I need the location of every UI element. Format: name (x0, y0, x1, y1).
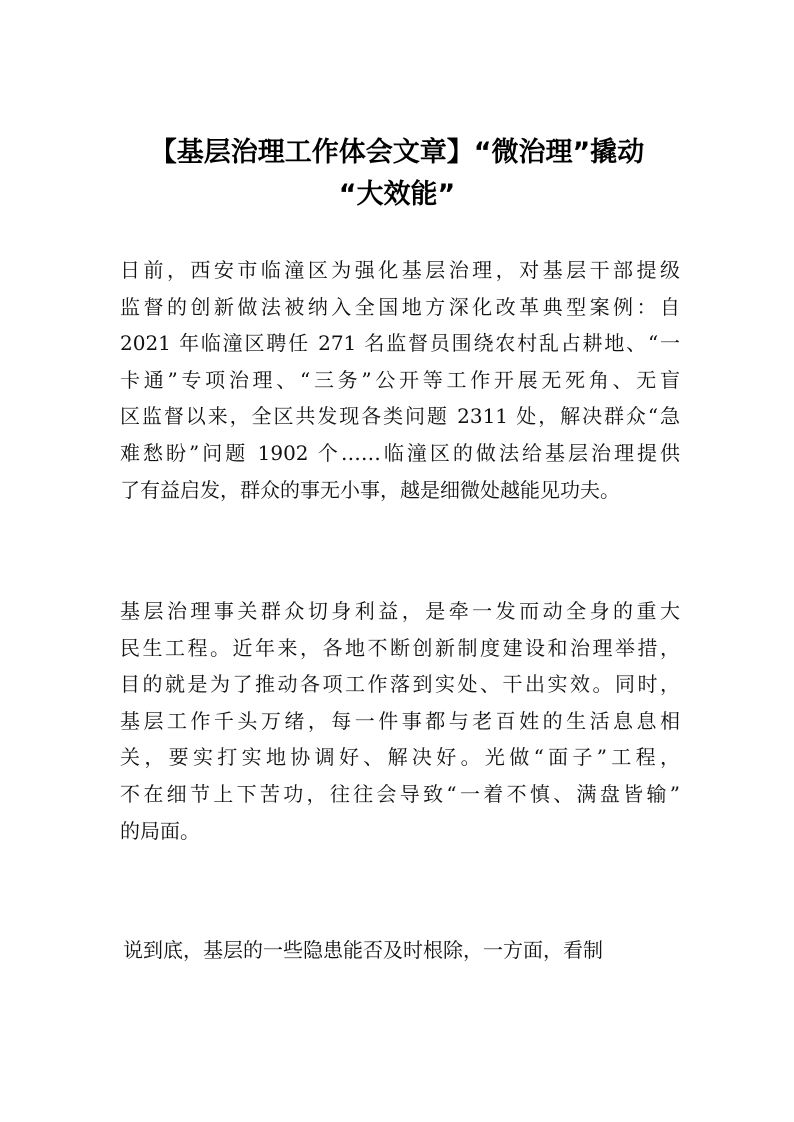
paragraph-line: 说到底，基层的一些隐患能否及时根除，一方面，看制 (123, 938, 603, 962)
paragraph-line: 关，要实打实地协调好、解决好。光做“面子”工程， (120, 745, 680, 770)
paragraph-line: 不在细节上下苦功，往往会导致“一着不慎、满盘皆输” (120, 781, 680, 806)
title-line-2: “大效能” (338, 179, 456, 210)
paragraph-line: 基层治理事关群众切身利益，是牵一发而动全身的重大 (120, 599, 680, 623)
paragraph-3 (123, 932, 683, 969)
paragraph-line: 2021 年临潼区聘任 271 名监督员围绕农村乱占耕地、“一 (120, 331, 680, 356)
paragraph-line: 目的就是为了推动各项工作落到实处、干出实效。同时， (120, 672, 680, 697)
paragraph-line: 的局面。 (120, 818, 200, 843)
paragraph-line: 卡通”专项治理、“三务”公开等工作开展无死角、无盲 (120, 367, 680, 392)
article-title (90, 132, 704, 216)
paragraph-line: 监督的创新做法被纳入全国地方深化改革典型案例：自 (120, 294, 680, 319)
paragraph-line: 民生工程。近年来，各地不断创新制度建设和治理举措， (120, 635, 680, 660)
paragraph-line: 区监督以来，全区共发现各类问题 2311 处，解决群众“急 (120, 404, 680, 429)
paragraph-1 (120, 252, 680, 508)
paragraph-line: 难愁盼”问题 1902 个……临潼区的做法给基层治理提供 (120, 440, 680, 465)
paragraph-line: 基层工作千头万绪，每一件事都与老百姓的生活息息相 (120, 708, 680, 733)
paragraph-line: 了有益启发，群众的事无小事，越是细微处越能见功夫。 (120, 477, 620, 502)
title-line-1: 【基层治理工作体会文章】“微治理”撬动 (149, 137, 645, 168)
paragraph-2 (120, 593, 680, 849)
paragraph-line: 日前，西安市临潼区为强化基层治理，对基层干部提级 (120, 258, 680, 282)
